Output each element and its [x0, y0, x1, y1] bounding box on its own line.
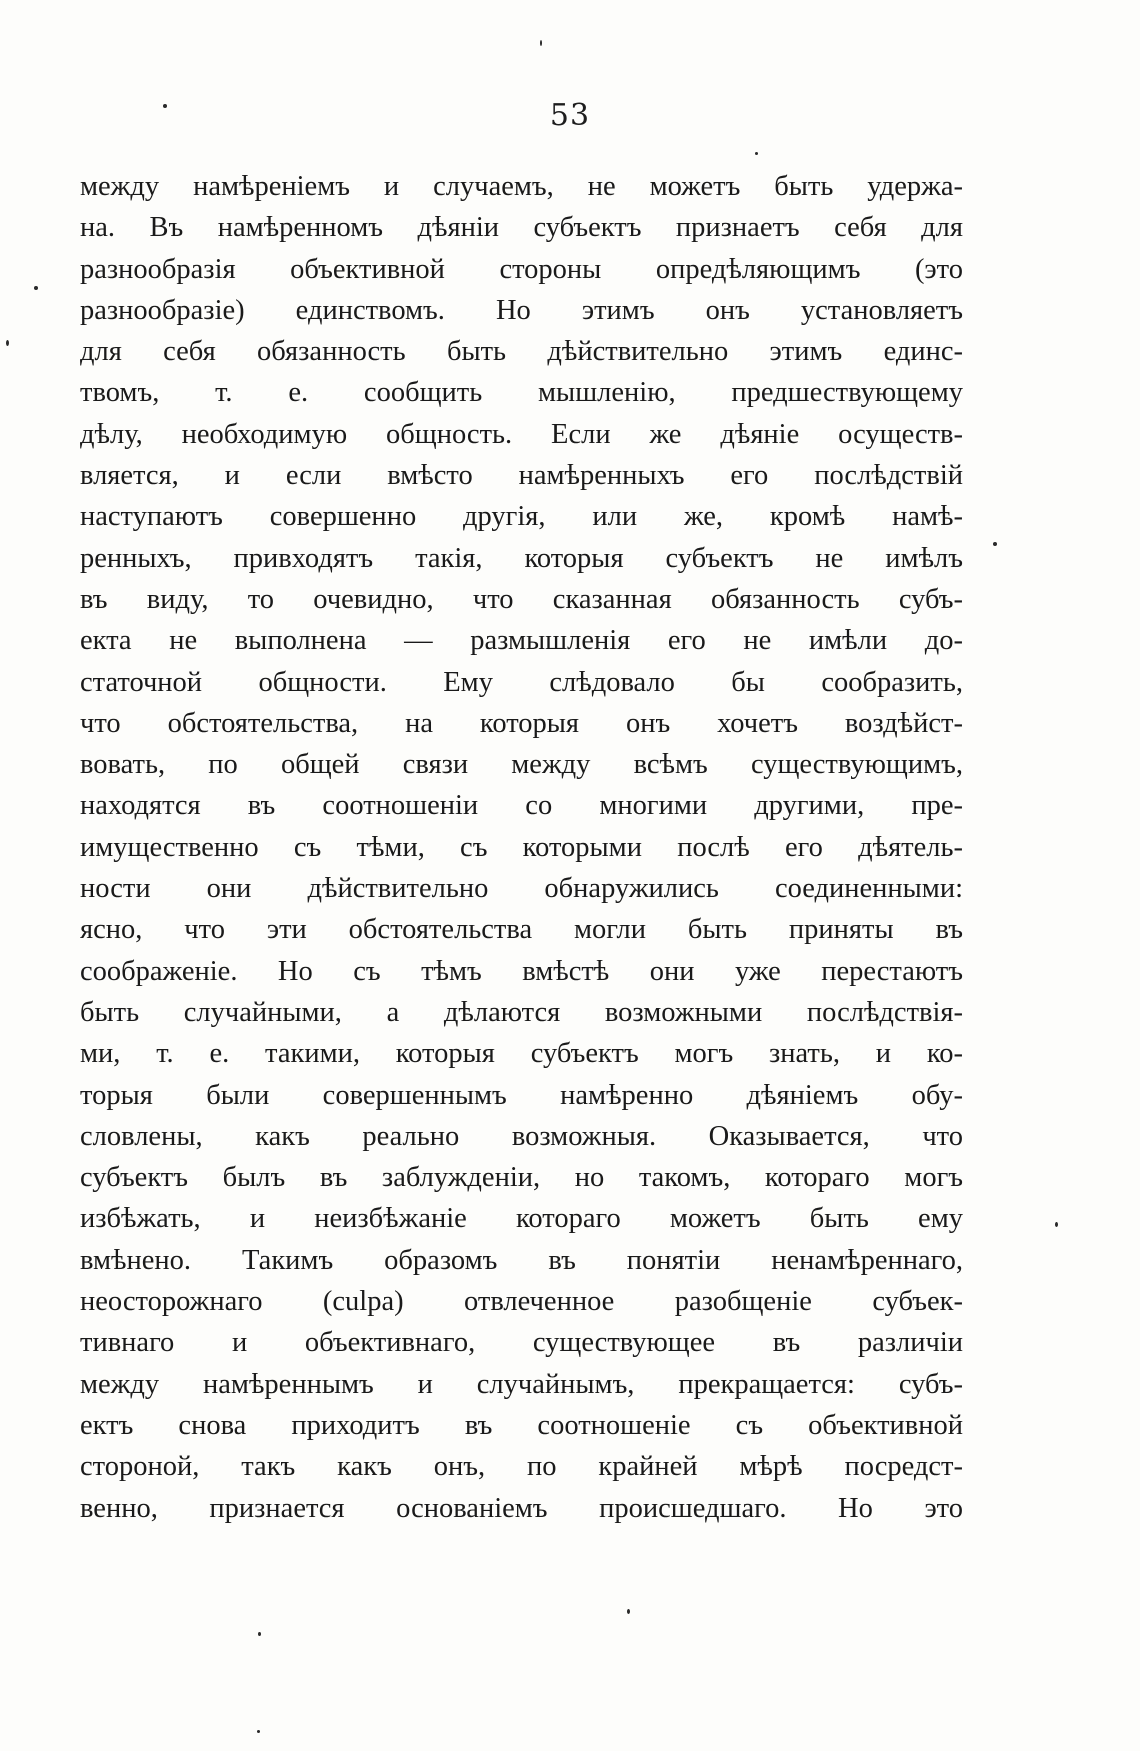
text-line: разнообразія объективной стороны опредѣляющимъ (это [80, 253, 963, 285]
scan-speck [34, 286, 38, 290]
text-line: вмѣнено. Такимъ образомъ въ понятіи ненамѣреннаго, [80, 1244, 963, 1276]
text-line: находятся въ соотношеніи со многими другими, пре- [80, 790, 963, 822]
text-line: быть случайными, а дѣлаются возможными послѣдствія- [80, 996, 963, 1028]
scan-speck [627, 1609, 630, 1614]
text-line: избѣжать, и неизбѣжаніе котораго можетъ быть ему [80, 1203, 963, 1235]
text-line: ми, т. е. такими, которыя субъектъ могъ знать, и ко- [80, 1038, 963, 1070]
text-line: вовать, по общей связи между всѣмъ существующимъ, [80, 749, 963, 781]
text-line: между намѣреніемъ и случаемъ, не можетъ быть удержа- [80, 171, 963, 202]
text-line: вляется, и если вмѣсто намѣренныхъ его послѣдствій [80, 460, 963, 492]
scan-speck [755, 152, 758, 155]
text-line: статочной общности. Ему слѣдовало бы сообразить, [80, 666, 963, 698]
text-line: твомъ, т. е. сообщить мышленію, предшествующему [80, 377, 963, 409]
text-line: ясно, что эти обстоятельства могли быть приняты въ [80, 914, 963, 946]
text-line: въ виду, то очевидно, что сказанная обязанность субъ- [80, 583, 963, 615]
text-line: торыя были совершеннымъ намѣренно дѣяніемъ обу- [80, 1079, 963, 1111]
text-line: имущественно съ тѣми, съ которыми послѣ его дѣятель- [80, 831, 963, 863]
text-line: на. Въ намѣренномъ дѣяніи субъектъ признаетъ себя для [80, 212, 963, 244]
text-line: разнообразіе) единствомъ. Но этимъ онъ установляетъ [80, 294, 963, 326]
text-line: дѣлу, необходимую общность. Если же дѣяніе осуществ- [80, 418, 963, 450]
text-line: между намѣреннымъ и случайнымъ, прекращается: субъ- [80, 1368, 963, 1400]
text-line: венно, признается основаніемъ происшедшаго. Но это [80, 1492, 963, 1524]
text-line: словлены, какъ реально возможныя. Оказывается, что [80, 1120, 963, 1152]
scan-speck [163, 104, 167, 108]
text-line: неосторожнаго (culpa) отвлеченное разобщеніе субъек- [80, 1286, 963, 1318]
scan-speck [540, 40, 542, 46]
text-line: ренныхъ, привходятъ такія, которыя субъектъ не имѣлъ [80, 542, 963, 574]
text-line: соображеніе. Но съ тѣмъ вмѣстѣ они уже перестаютъ [80, 955, 963, 987]
text-line: для себя обязанность быть дѣйствительно этимъ единс- [80, 336, 963, 368]
scan-speck [993, 542, 997, 546]
text-line: стороной, такъ какъ онъ, по крайней мѣрѣ посредст- [80, 1451, 963, 1483]
text-line: субъектъ былъ въ заблужденіи, но такомъ, котораго могъ [80, 1162, 963, 1194]
text-line: наступаютъ совершенно другія, или же, кромѣ намѣ- [80, 501, 963, 533]
body-text [80, 166, 963, 1529]
scan-speck [1055, 1222, 1058, 1227]
scan-speck [6, 340, 9, 346]
scan-speck [257, 1730, 260, 1733]
text-line: ектъ снова приходитъ въ соотношеніе съ объективной [80, 1409, 963, 1441]
page-number: 53 [549, 98, 591, 133]
scan-speck [258, 1632, 261, 1636]
text-line: ности они дѣйствительно обнаружились соединенными: [80, 873, 963, 905]
text-line: екта не выполнена — размышленія его не имѣли до- [80, 625, 963, 657]
text-line: что обстоятельства, на которыя онъ хочетъ воздѣйст- [80, 707, 963, 739]
text-line: тивнаго и объективнаго, существующее въ различіи [80, 1327, 963, 1359]
